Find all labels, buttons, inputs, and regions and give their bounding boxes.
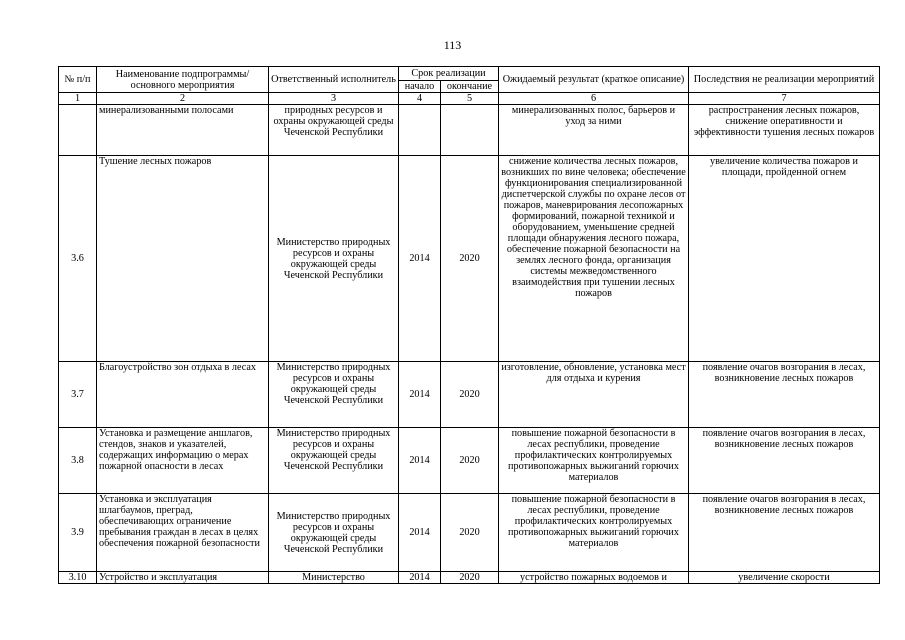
header-end: окончание bbox=[441, 81, 499, 93]
column-number: 1 bbox=[59, 93, 97, 105]
column-number: 7 bbox=[689, 93, 880, 105]
expected-result: минерализованных полос, барьеров и уход за ними bbox=[499, 105, 689, 156]
row-number: 3.6 bbox=[59, 156, 97, 362]
row-number: 3.9 bbox=[59, 494, 97, 572]
header-num: № п/п bbox=[59, 67, 97, 93]
activity-name: Тушение лесных пожаров bbox=[97, 156, 269, 362]
column-number: 4 bbox=[399, 93, 441, 105]
table-row bbox=[59, 428, 880, 494]
table-row bbox=[59, 572, 880, 584]
activity-name: Благоустройство зон отдыха в лесах bbox=[97, 362, 269, 428]
table-row bbox=[59, 105, 880, 156]
executor: Министерство природных ресурсов и охраны окружающей среды Чеченской Республики bbox=[269, 362, 399, 428]
executor: природных ресурсов и охраны окружающей среды Чеченской Республики bbox=[269, 105, 399, 156]
header-consequences: Последствия не реализации мероприятий bbox=[689, 67, 880, 93]
header-executor: Ответственный исполнитель bbox=[269, 67, 399, 93]
executor: Министерство природных ресурсов и охраны окружающей среды Чеченской Республики bbox=[269, 156, 399, 362]
expected-result: повышение пожарной безопасности в лесах республики, проведение профилактических контролируемых противопожарных выжиганий горючих материалов bbox=[499, 494, 689, 572]
end-year: 2020 bbox=[441, 362, 499, 428]
row-number: 3.7 bbox=[59, 362, 97, 428]
activity-name: Установка и эксплуатация шлагбаумов, преград, обеспечивающих ограничение пребывания граждан в лесах в целях обеспечения пожарной безопасности bbox=[97, 494, 269, 572]
table-row bbox=[59, 156, 880, 362]
row-number: 3.8 bbox=[59, 428, 97, 494]
start-year: 2014 bbox=[399, 156, 441, 362]
header-start: начало bbox=[399, 81, 441, 93]
expected-result: снижение количества лесных пожаров, возникших по вине человека; обеспечение функционирования специализированной диспетчерской службы по охране лесов от пожаров, маневрирования лесопожарных формирований, пожарной техникой и оборудованием, уменьшение средней площади обнаружения лесного пожара, обеспечение пожарной безопасности на землях лесного фонда, организация системы межведомственного взаимодействия при тушении лесных пожаров bbox=[499, 156, 689, 362]
row-number: 3.10 bbox=[59, 572, 97, 584]
activity-name: Устройство и эксплуатация bbox=[97, 572, 269, 584]
consequences: появление очагов возгорания в лесах, возникновение лесных пожаров bbox=[689, 428, 880, 494]
table-row bbox=[59, 362, 880, 428]
column-number: 5 bbox=[441, 93, 499, 105]
program-table bbox=[58, 66, 880, 584]
expected-result: повышение пожарной безопасности в лесах республики, проведение профилактических контролируемых противопожарных выжиганий горючих материалов bbox=[499, 428, 689, 494]
activity-name: Установка и размещение аншлагов, стендов, знаков и указателей, содержащих информацию о мерах пожарной опасности в лесах bbox=[97, 428, 269, 494]
page-number: 113 bbox=[443, 38, 462, 52]
header-term: Срок реализации bbox=[399, 67, 499, 81]
executor: Министерство bbox=[269, 572, 399, 584]
start-year: 2014 bbox=[399, 494, 441, 572]
end-year: 2020 bbox=[441, 428, 499, 494]
end-year: 2020 bbox=[441, 494, 499, 572]
table-row bbox=[59, 494, 880, 572]
end-year bbox=[441, 105, 499, 156]
consequences: увеличение количества пожаров и площади, пройденной огнем bbox=[689, 156, 880, 362]
activity-name: минерализованными полосами bbox=[97, 105, 269, 156]
consequences: увеличение скорости bbox=[689, 572, 880, 584]
end-year: 2020 bbox=[441, 156, 499, 362]
column-number: 6 bbox=[499, 93, 689, 105]
start-year: 2014 bbox=[399, 362, 441, 428]
column-number: 2 bbox=[97, 93, 269, 105]
executor: Министерство природных ресурсов и охраны окружающей среды Чеченской Республики bbox=[269, 428, 399, 494]
consequences: появление очагов возгорания в лесах, возникновение лесных пожаров bbox=[689, 494, 880, 572]
end-year: 2020 bbox=[441, 572, 499, 584]
consequences: распространения лесных пожаров, снижение оперативности и эффективности тушения лесных пожаров bbox=[689, 105, 880, 156]
expected-result: изготовление, обновление, установка мест для отдыха и курения bbox=[499, 362, 689, 428]
column-number: 3 bbox=[269, 93, 399, 105]
header-result: Ожидаемый результат (краткое описание) bbox=[499, 67, 689, 93]
expected-result: устройство пожарных водоемов и bbox=[499, 572, 689, 584]
consequences: появление очагов возгорания в лесах, возникновение лесных пожаров bbox=[689, 362, 880, 428]
start-year: 2014 bbox=[399, 428, 441, 494]
row-number bbox=[59, 105, 97, 156]
executor: Министерство природных ресурсов и охраны окружающей среды Чеченской Республики bbox=[269, 494, 399, 572]
start-year: 2014 bbox=[399, 572, 441, 584]
start-year bbox=[399, 105, 441, 156]
column-number-row bbox=[59, 93, 880, 105]
header-name: Наименование подпрограммы/ основного мероприятия bbox=[97, 67, 269, 93]
